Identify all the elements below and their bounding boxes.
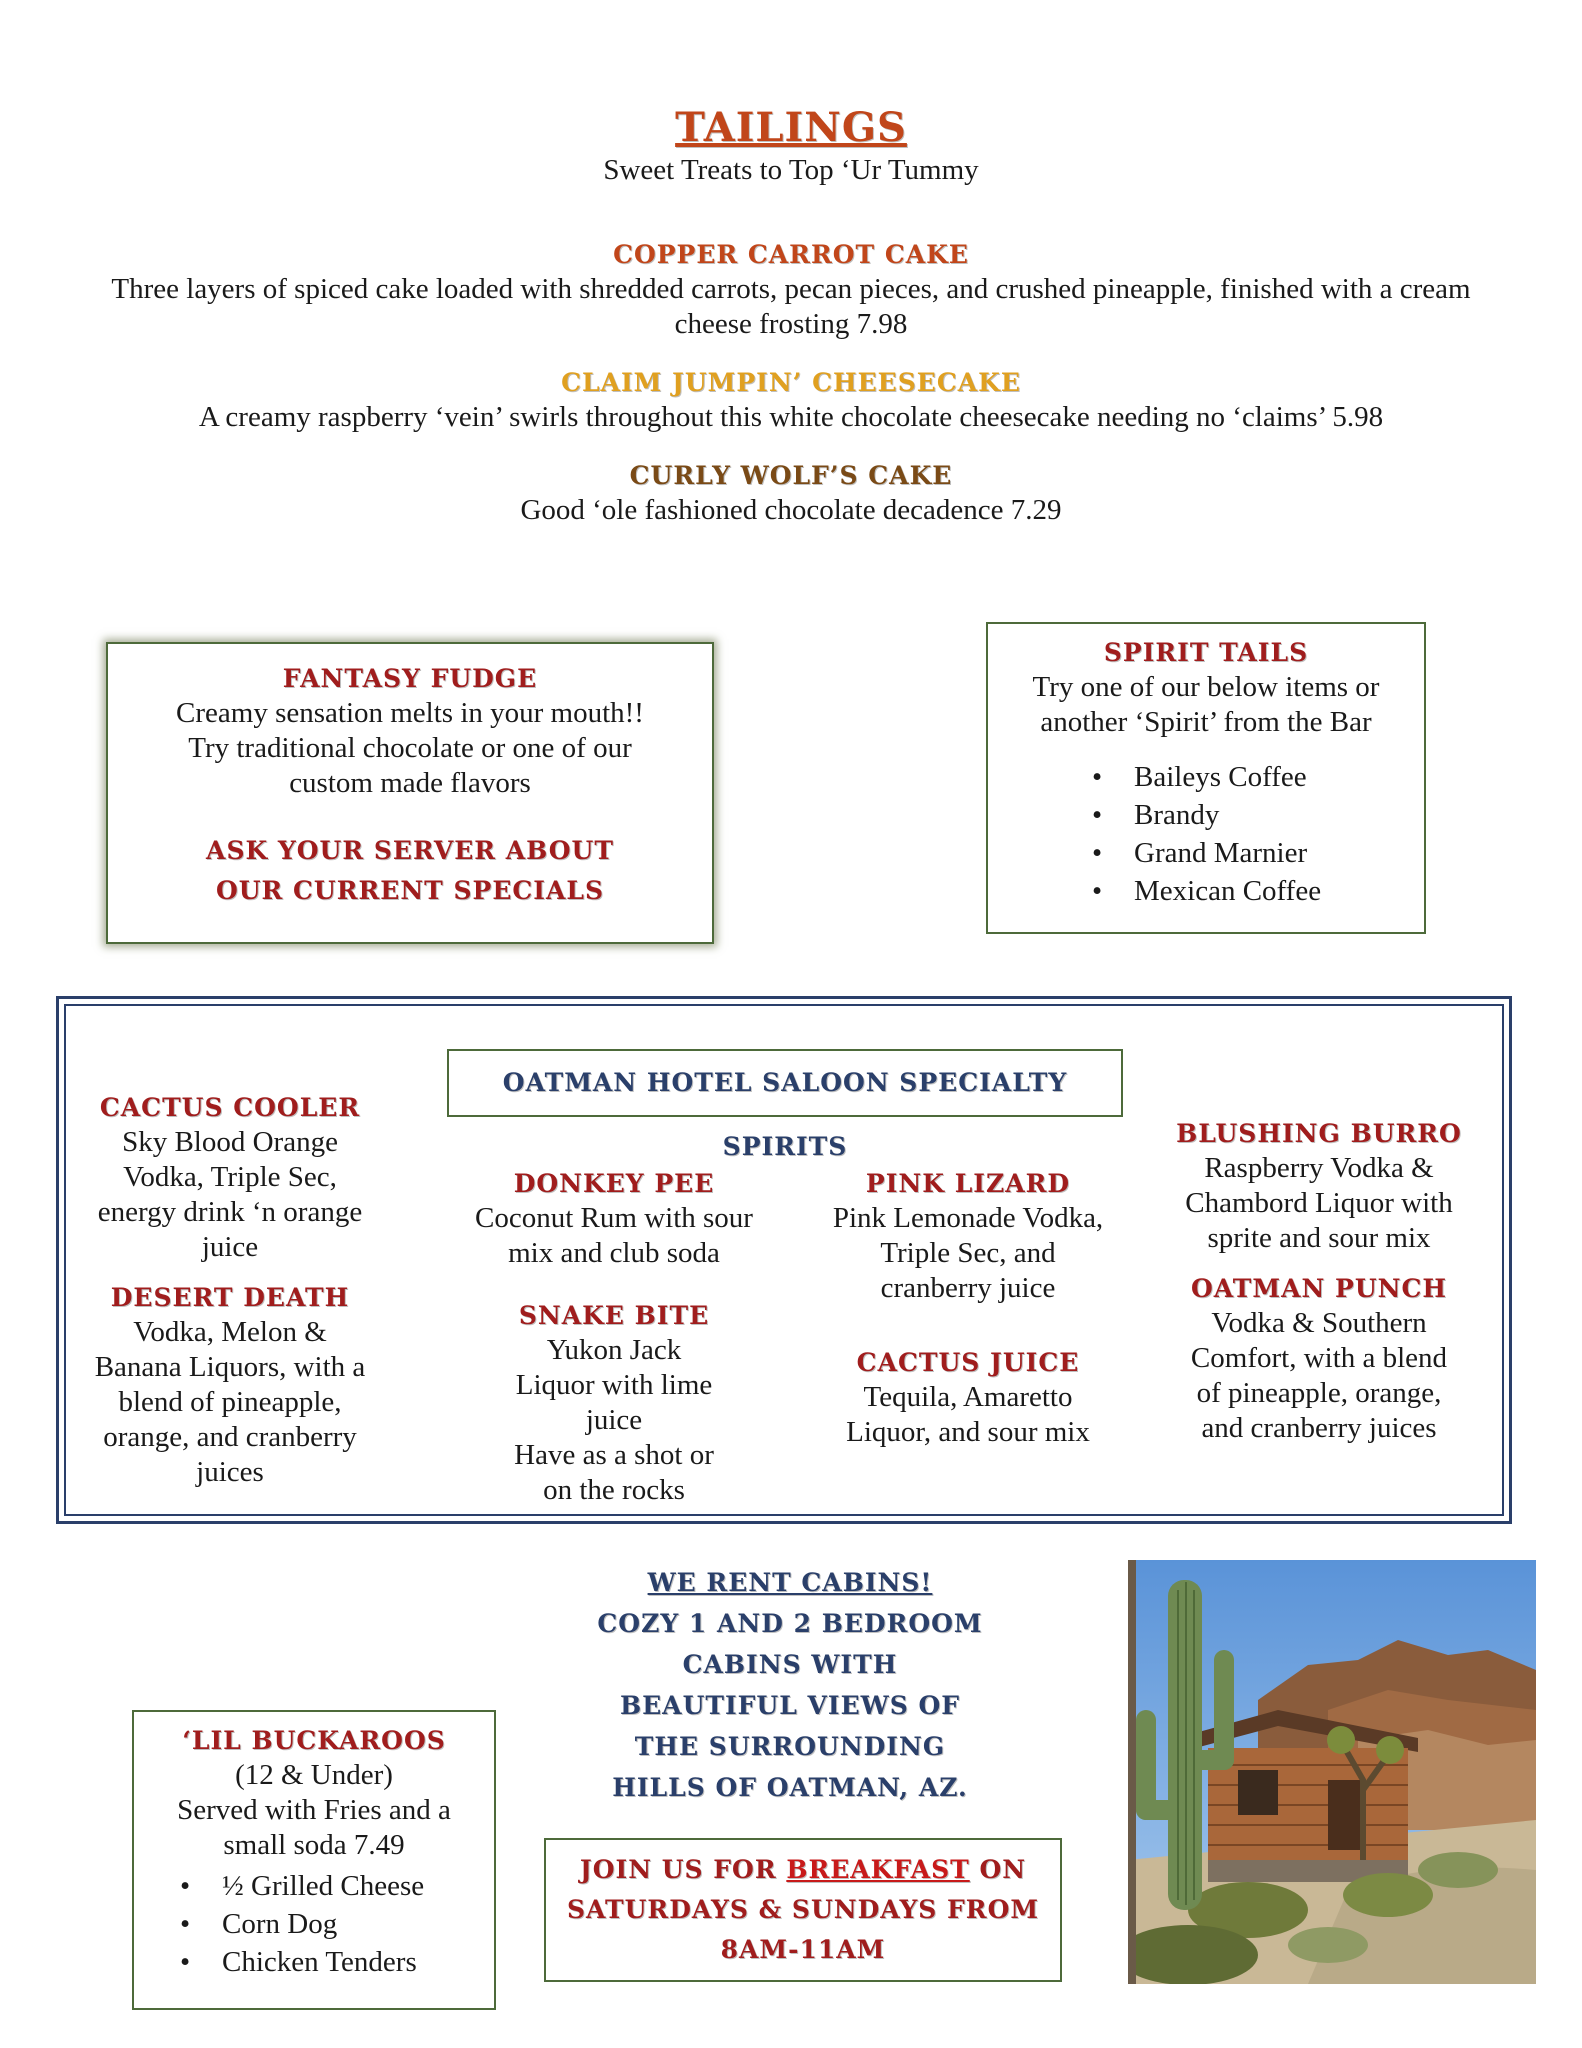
- dessert-name: CLAIM JUMPIN’ CHEESECAKE: [561, 368, 1021, 397]
- drink-name: CACTUS JUICE: [856, 1348, 1080, 1377]
- breakfast-highlight: BREAKFAST: [786, 1855, 970, 1884]
- drink-name: DONKEY PEE: [513, 1169, 715, 1198]
- kids-menu-list: [144, 1867, 484, 1981]
- list-item: • Chicken Tenders: [164, 1943, 484, 1981]
- cabins-line: BEAUTIFUL VIEWS OF: [619, 1691, 961, 1720]
- dessert-list: [90, 238, 1492, 528]
- drink-description: Vodka & Southern Comfort, with a blend of pineapple, orange, and cranberry juices: [1190, 1307, 1448, 1444]
- drink-name: BLUSHING BURRO: [1176, 1119, 1462, 1148]
- saloon-column-2: [469, 1167, 759, 1508]
- kids-menu-age: (12 & Under): [235, 1759, 393, 1791]
- list-item: • Mexican Coffee: [1076, 872, 1406, 910]
- dessert-item: [90, 459, 1492, 528]
- saloon-column-4: [1169, 1117, 1469, 1446]
- cabins-promo: [530, 1562, 1050, 1808]
- spirit-tails-list: [1006, 758, 1406, 910]
- cabins-heading: WE RENT CABINS!: [647, 1568, 933, 1597]
- drink-description: Coconut Rum with sour mix and club soda: [475, 1202, 753, 1269]
- drink-description: Yukon Jack Liquor with lime juice: [515, 1334, 713, 1436]
- list-item: • Grand Marnier: [1076, 834, 1406, 872]
- dessert-description: Good ‘ole fashioned chocolate decadence 7.29: [520, 494, 1062, 526]
- spirit-tails-box: [986, 622, 1426, 934]
- drink-name: PINK LIZARD: [865, 1169, 1071, 1198]
- page-title: TAILINGS: [675, 104, 907, 151]
- breakfast-hours: 8AM-11AM: [720, 1935, 886, 1964]
- menu-header: [0, 104, 1582, 188]
- breakfast-line-1: [546, 1850, 1060, 1890]
- dessert-description: Three layers of spiced cake loaded with shredded carrots, pecan pieces, and crushed pineapple, finished with a cream cheese frosting 7.98: [111, 273, 1471, 340]
- dessert-name: CURLY WOLF’S CAKE: [629, 461, 953, 490]
- drink-name: OATMAN PUNCH: [1190, 1274, 1447, 1303]
- cabin-photo: [1128, 1560, 1536, 1984]
- list-item: • Brandy: [1076, 796, 1406, 834]
- saloon-section: [56, 996, 1512, 1524]
- list-item: • ½ Grilled Cheese: [164, 1867, 484, 1905]
- fudge-specials: ASK YOUR SERVER ABOUT OUR CURRENT SPECIALS: [206, 836, 614, 905]
- spirit-tails-intro: Try one of our below items or another ‘Spirit’ from the Bar: [1032, 671, 1380, 738]
- breakfast-box: [544, 1838, 1062, 1982]
- dessert-name: COPPER CARROT CAKE: [613, 240, 969, 269]
- drink-name: DESERT DEATH: [110, 1283, 350, 1312]
- saloon-title: OATMAN HOTEL SALOON SPECIALTY SPIRITS: [447, 1049, 1123, 1117]
- drink-description: Sky Blood Orange Vodka, Triple Sec, energy drink ‘n orange juice: [97, 1126, 363, 1263]
- kids-menu-box: [132, 1710, 496, 2010]
- drink-name: CACTUS COOLER: [99, 1093, 361, 1122]
- breakfast-post: ON: [969, 1855, 1027, 1884]
- kids-menu-title: ‘LIL BUCKAROOS: [182, 1726, 446, 1755]
- saloon-column-3: [827, 1167, 1109, 1450]
- drink-description: Vodka, Melon & Banana Liquors, with a blend of pineapple, orange, and cranberry juices: [94, 1316, 366, 1488]
- cabins-line: COZY 1 AND 2 BEDROOM: [597, 1609, 983, 1638]
- breakfast-pre: JOIN US FOR: [579, 1855, 787, 1884]
- kids-menu-description: Served with Fries and a small soda 7.49: [177, 1794, 451, 1861]
- cabins-line: THE SURROUNDING: [634, 1732, 946, 1761]
- breakfast-days: SATURDAYS & SUNDAYS FROM: [566, 1895, 1040, 1924]
- cabins-line: HILLS OF OATMAN, AZ.: [612, 1773, 968, 1802]
- cabin-photo-image: [1128, 1560, 1536, 1984]
- drink-description: Pink Lemonade Vodka, Triple Sec, and cranberry juice: [832, 1202, 1104, 1304]
- drink-note: Have as a shot or on the rocks: [514, 1439, 714, 1506]
- list-item: • Corn Dog: [164, 1905, 484, 1943]
- saloon-column-1: [89, 1091, 371, 1490]
- fudge-box: [106, 642, 714, 944]
- fudge-title: FANTASY FUDGE: [282, 664, 538, 693]
- list-item: • Baileys Coffee: [1076, 758, 1406, 796]
- drink-description: Raspberry Vodka & Chambord Liquor with sprite and sour mix: [1185, 1152, 1453, 1254]
- drink-name: SNAKE BITE: [518, 1301, 710, 1330]
- page-subtitle: Sweet Treats to Top ‘Ur Tummy: [603, 154, 979, 186]
- dessert-item: [90, 238, 1492, 342]
- dessert-item: [90, 366, 1492, 435]
- drink-description: Tequila, Amaretto Liquor, and sour mix: [846, 1381, 1090, 1448]
- cabins-line: CABINS WITH: [682, 1650, 898, 1679]
- fudge-line-1: Creamy sensation melts in your mouth!!: [176, 697, 644, 729]
- dessert-description: A creamy raspberry ‘vein’ swirls throughout this white chocolate cheesecake needing no ‘claims’ 5.98: [198, 401, 1384, 433]
- spirit-tails-title: SPIRIT TAILS: [1103, 638, 1309, 667]
- fudge-line-2: Try traditional chocolate or one of our custom made flavors: [188, 732, 632, 799]
